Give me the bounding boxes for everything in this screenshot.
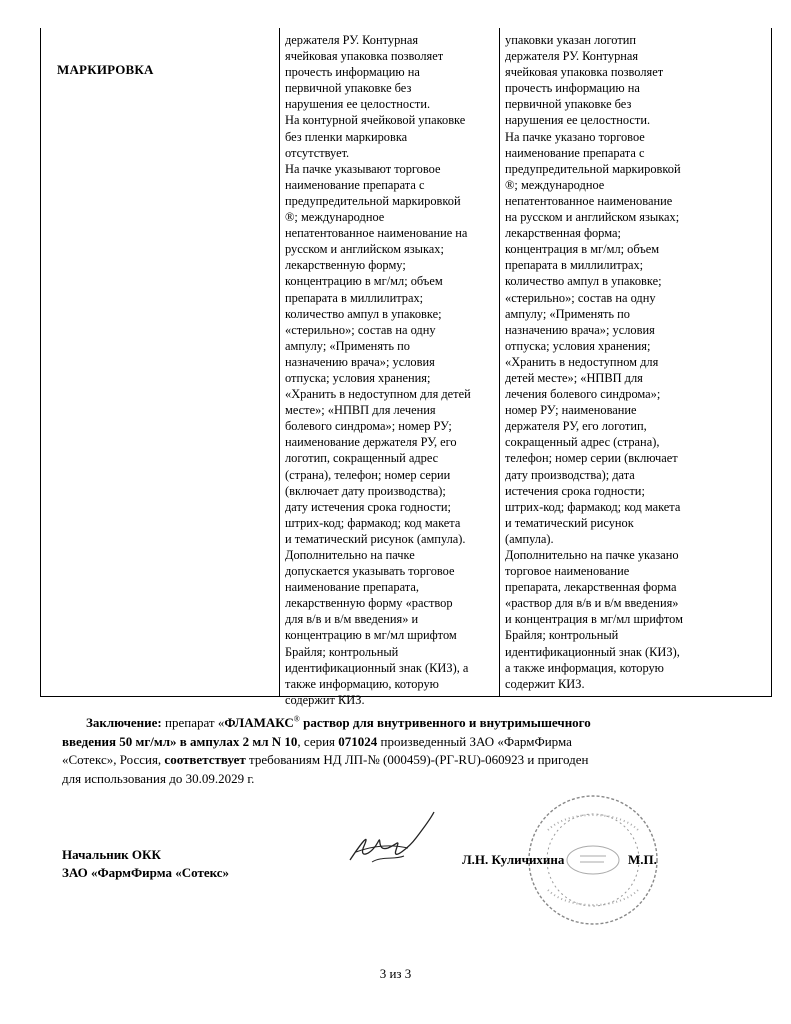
conclusion-paragraph: Заключение: препарат «ФЛАМАКС® раствор для внутривенного и внутримышечного введения 50 мг/мл» в ампулах 2 мл N 10, серия 071024 произведенный ЗАО «ФармФирма «Сотекс», Россия, соответствует требованиям НД ЛП-№ (000459)-(РГ-RU)-060923 и пригоден для использования до 30.09.2029 г. <box>62 714 591 786</box>
text-line: первичной упаковке без <box>285 81 412 96</box>
text-line: (ампула). <box>505 531 554 546</box>
text-line: На пачке указывают торговое <box>285 161 441 176</box>
text-line: месте»; «НПВП для лечения <box>285 403 436 418</box>
text-line: прочесть информацию на <box>285 65 420 80</box>
text-line: содержит КИЗ. <box>285 692 365 707</box>
text-line: на русском и английском языках; <box>505 210 680 225</box>
text-line: первичной упаковке без <box>505 97 632 112</box>
text-line: ®; международное <box>505 177 605 192</box>
text-line: препарата в миллилитрах; <box>285 290 424 305</box>
conclusion-label: Заключение: <box>86 715 162 730</box>
text-line: прочесть информацию на <box>505 81 640 96</box>
text-line: непатентованное наименование на <box>285 226 468 241</box>
marking-table <box>40 28 772 707</box>
text-line: предупредительной маркировкой <box>505 161 681 176</box>
text-line: держателя РУ, его логотип, <box>505 419 647 434</box>
text-line: Дополнительно на пачке <box>285 548 415 562</box>
text-line: истечения срока годности; <box>505 483 645 498</box>
text-line: русском и английском языках; <box>285 242 444 257</box>
handwritten-signature <box>342 802 442 872</box>
text-line: «Хранить в недоступном для детей <box>285 387 471 402</box>
text-line: без пленки маркировка <box>285 129 408 144</box>
text-line: Дополнительно на пачке указано <box>505 548 679 562</box>
text-line: предупредительной маркировкой <box>285 193 461 208</box>
text-line: отсутствует. <box>285 145 350 160</box>
text-line: наименование препарата с <box>285 177 425 192</box>
text-line: (включает дату производства); <box>285 483 446 498</box>
signer-name: Л.Н. Куличихина <box>462 852 565 867</box>
text-line: и тематический рисунок <box>505 515 634 530</box>
text-line: идентификационный знак (КИЗ), <box>505 644 680 659</box>
text-line: допускается указывать торговое <box>285 564 455 579</box>
text-line: наименование держателя РУ, его <box>285 435 457 450</box>
text-line: отпуска; условия хранения; <box>285 370 431 385</box>
text-line: концентрацию в мг/мл шрифтом <box>285 628 457 643</box>
column-divider <box>499 28 500 696</box>
text-line: лечения болевого синдрома»; <box>505 387 661 402</box>
text-line: держателя РУ. Контурная <box>505 49 639 64</box>
text-line: непатентованное наименование <box>505 193 673 208</box>
text-line: концентрация в мг/мл; объем <box>505 242 660 257</box>
text-line: штрих-код; фармакод; код макета <box>285 515 461 530</box>
text-line: «стерильно»; состав на одну <box>285 322 436 337</box>
text-line: сокращенный адрес (страна), <box>505 435 660 450</box>
text-line: детей месте»; «НПВП для <box>505 370 643 385</box>
text-line: и тематический рисунок (ампула). <box>285 531 466 546</box>
text-line: количество ампул в упаковке; <box>285 306 442 321</box>
product-name: ФЛАМАКС <box>224 715 294 730</box>
text-line: лекарственную форму «раствор <box>285 596 453 611</box>
text-line: номер РУ; наименование <box>505 403 637 418</box>
text-line: наименование препарата с <box>505 145 645 160</box>
text-line: препарата в миллилитрах; <box>505 258 644 273</box>
text-line: Брайля; контрольный <box>505 628 619 643</box>
text-line: «стерильно»; состав на одну <box>505 290 656 305</box>
text-line: ячейковая упаковка позволяет <box>505 65 664 80</box>
text-line: болевого синдрома»; номер РУ; <box>285 419 452 434</box>
registered-mark: ® <box>293 714 300 724</box>
text-line: лекарственная форма; <box>505 226 621 241</box>
text-line: логотип, сокращенный адрес <box>285 451 439 466</box>
text-line: количество ампул в упаковке; <box>505 274 662 289</box>
text-line: Брайля; контрольный <box>285 644 399 659</box>
text-line: торговое наименование <box>505 564 630 579</box>
text-line: дату истечения срока годности; <box>285 499 451 514</box>
text-line: также информацию, которую <box>285 676 439 691</box>
actual-result-column <box>505 32 767 692</box>
text-line: На контурной ячейковой упаковке <box>285 113 466 128</box>
text-line: «Хранить в недоступном для <box>505 354 659 369</box>
text-line: содержит КИЗ. <box>505 676 585 691</box>
column-divider <box>279 28 280 696</box>
text-line: дату производства); дата <box>505 467 635 482</box>
text-line: ячейковая упаковка позволяет <box>285 49 444 64</box>
text-line: ампулу; «Применять по <box>505 306 631 321</box>
text-line: (страна), телефон; номер серии <box>285 467 451 482</box>
signatory-position: Начальник ОКК ЗАО «ФармФирма «Сотекс» <box>62 847 230 880</box>
text-line: а также информация, которую <box>505 660 664 675</box>
text-line: нарушения ее целостности. <box>285 97 431 112</box>
text-line: наименование препарата, <box>285 580 419 595</box>
compliance-verdict: соответствует <box>164 752 246 767</box>
text-line: телефон; номер серии (включает <box>505 451 678 466</box>
requirement-column <box>285 32 497 708</box>
page-number: 3 из 3 <box>379 966 412 981</box>
text-line: штрих-код; фармакод; код макета <box>505 499 681 514</box>
text-line: назначению врача»; условия <box>505 322 655 337</box>
text-line: отпуска; условия хранения; <box>505 338 651 353</box>
text-line: лекарственную форму; <box>285 258 406 273</box>
text-line: препарата, лекарственная форма <box>505 580 677 595</box>
text-line: назначению врача»; условия <box>285 354 435 369</box>
text-line: для в/в и в/м введения» и <box>285 612 419 627</box>
text-line: упаковки указан логотип <box>505 33 637 47</box>
text-line: «раствор для в/в и в/м введения» <box>505 596 679 611</box>
text-line: держателя РУ. Контурная <box>285 33 419 47</box>
row-label-marking: МАРКИРОВКА <box>57 62 154 77</box>
text-line: и концентрация в мг/мл шрифтом <box>505 612 683 627</box>
text-line: идентификационный знак (КИЗ), а <box>285 660 469 675</box>
text-line: На пачке указано торговое <box>505 129 645 144</box>
text-line: нарушения ее целостности. <box>505 113 651 128</box>
text-line: ®; международное <box>285 210 385 225</box>
text-line: концентрацию в мг/мл; объем <box>285 274 443 289</box>
series-number: 071024 <box>338 733 378 749</box>
seal-place-label: М.П. <box>628 852 657 867</box>
text-line: ампулу; «Применять по <box>285 338 411 353</box>
